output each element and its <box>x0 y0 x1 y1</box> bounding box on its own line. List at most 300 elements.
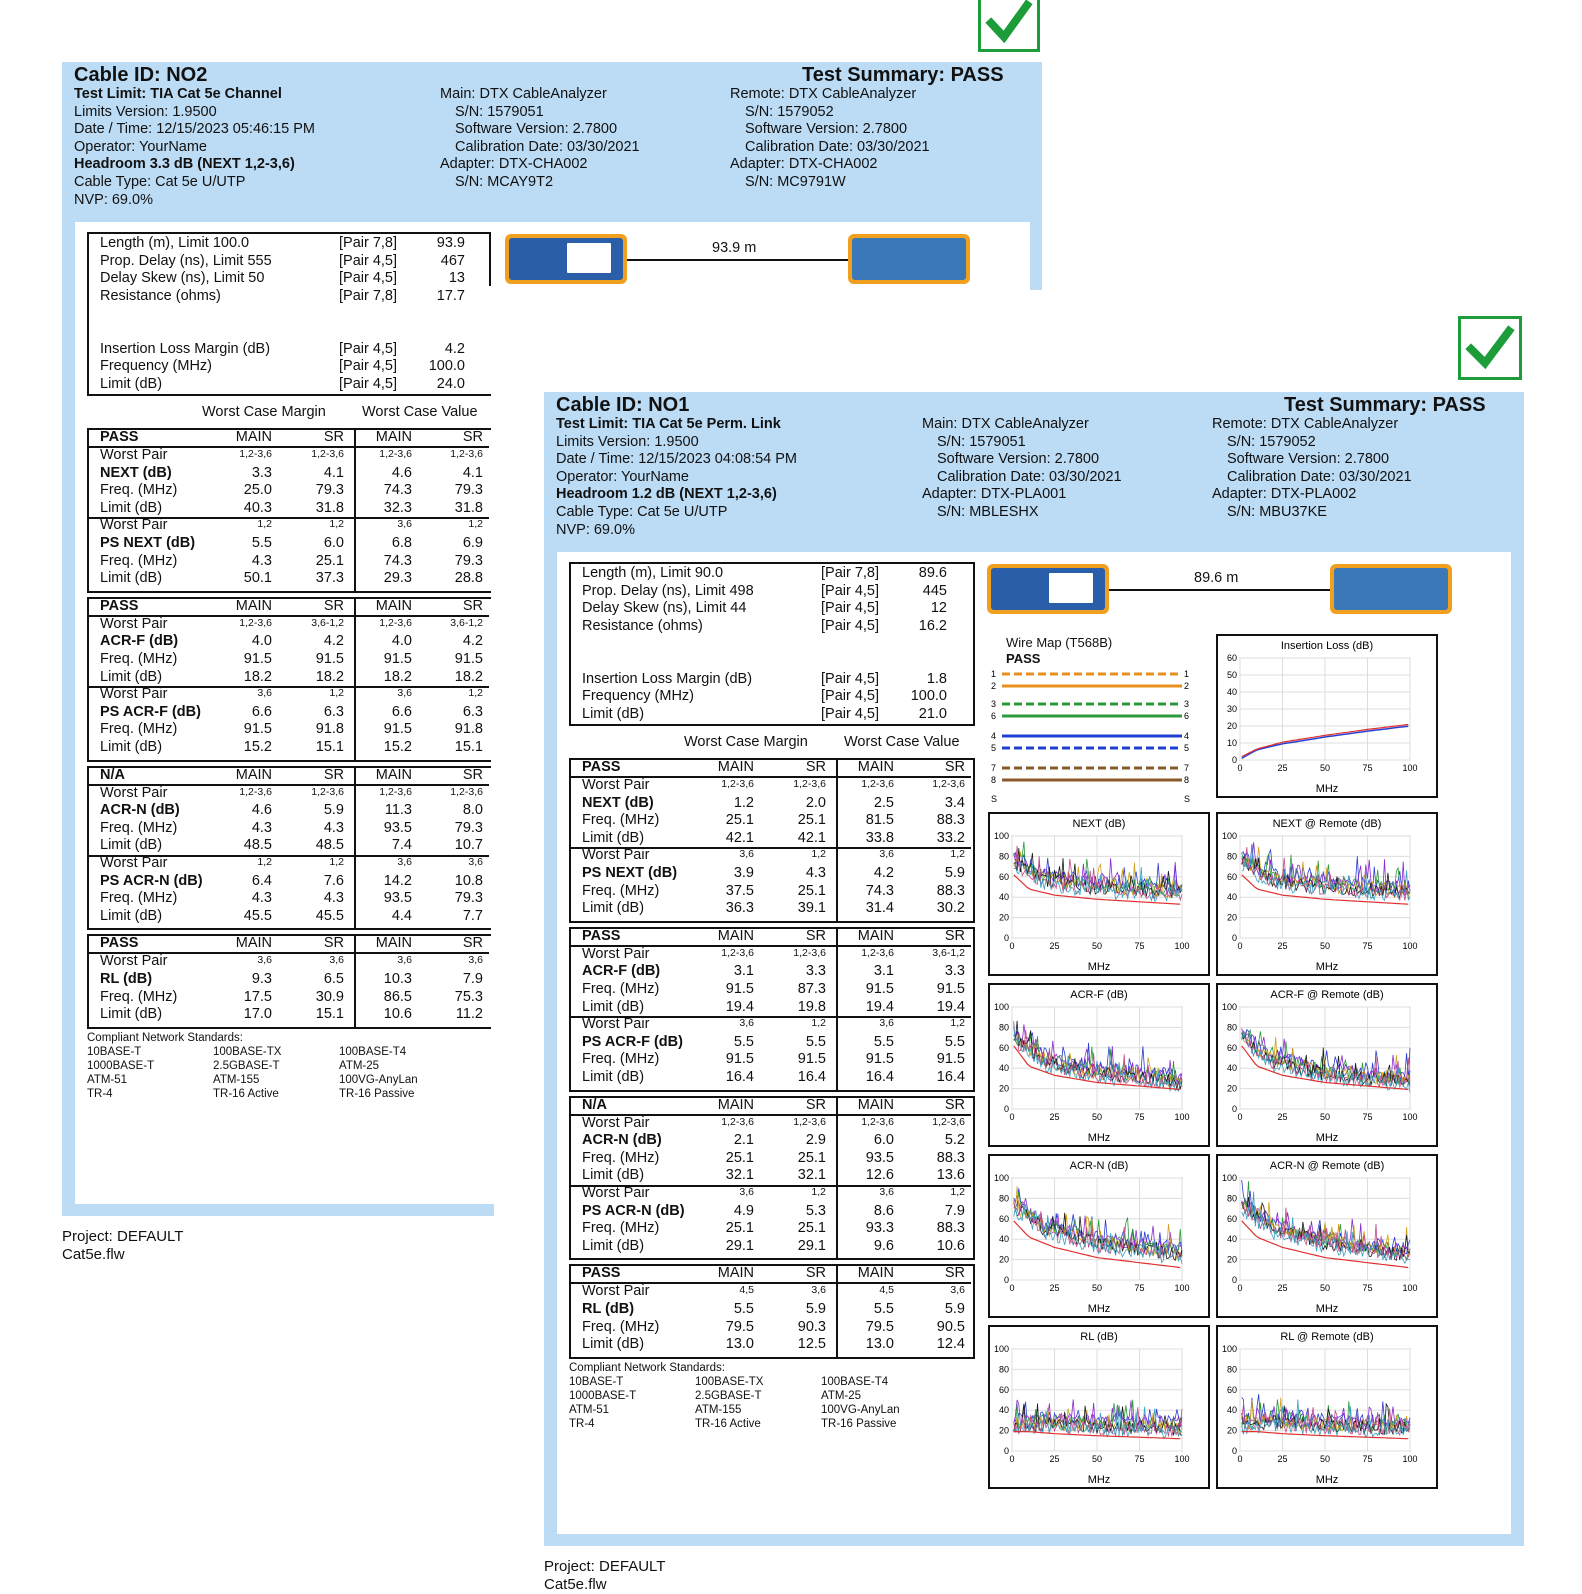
test-value: 4.0 <box>251 633 272 650</box>
limit-value: 40.3 <box>243 499 272 516</box>
worst-pair-value: 1,2 <box>950 1017 965 1030</box>
summary-label: Insertion Loss Margin (dB) <box>582 670 753 687</box>
summary-value: 17.7 <box>436 287 465 304</box>
freq-value: 25.1 <box>725 1220 754 1237</box>
wiremap-pin-label: 8 <box>991 775 997 785</box>
y-tick-label: 60 <box>998 871 1009 882</box>
test-value: 4.2 <box>462 633 483 650</box>
x-axis-label: MHz <box>1087 961 1111 973</box>
cable-id: Cable ID: NO2 <box>74 64 208 86</box>
freq-value: 88.3 <box>936 1220 965 1237</box>
summary-box-right-edge <box>489 232 491 286</box>
worst-pair-value: 3,6 <box>397 518 412 531</box>
test-value: 6.3 <box>462 703 483 720</box>
y-tick-label: 10 <box>1226 738 1237 748</box>
y-tick-label: 60 <box>998 1384 1009 1395</box>
test-value: 8.0 <box>462 802 483 819</box>
worst-pair-value: 1,2 <box>468 518 483 531</box>
x-axis-label: MHz <box>1315 783 1339 795</box>
chart-title: NEXT @ Remote (dB) <box>1272 818 1382 830</box>
test-value: 6.0 <box>323 535 344 551</box>
y-tick-label: 60 <box>998 1213 1009 1224</box>
summary-pair: [Pair 4,5] <box>821 617 880 634</box>
worst-pair-value: 3,6 <box>879 1186 894 1198</box>
column-heading: MAIN <box>375 597 412 614</box>
row-label-freq: Freq. (MHz) <box>100 482 178 499</box>
limit-value: 31.4 <box>865 900 894 917</box>
freq-value: 86.5 <box>383 988 412 1005</box>
x-axis-label: MHz <box>1315 1474 1339 1486</box>
test-value: 11.3 <box>384 802 412 819</box>
header-main-line: Main: DTX CableAnalyzer <box>922 416 1089 432</box>
freq-value: 91.5 <box>936 1051 965 1068</box>
x-tick-label: 50 <box>1319 941 1331 951</box>
worst-pair-value: 1,2-3,6 <box>239 785 272 798</box>
freq-value: 75.3 <box>454 988 483 1005</box>
limit-value: 16.4 <box>797 1069 826 1085</box>
freq-value: 25.1 <box>797 1220 826 1237</box>
wiremap-shield-label: S <box>991 794 998 804</box>
test-value: 6.6 <box>251 703 272 720</box>
limit-value: 29.1 <box>725 1237 754 1254</box>
test-value: 6.3 <box>323 703 344 720</box>
limit-value: 18.2 <box>454 668 483 685</box>
remote-unit-body <box>852 238 966 280</box>
freq-value: 93.5 <box>383 819 412 836</box>
x-tick-label: 100 <box>1174 1112 1190 1122</box>
x-tick-label: 0 <box>1009 1454 1015 1464</box>
chart-title: RL @ Remote (dB) <box>1280 1331 1374 1343</box>
summary-value: 100.0 <box>428 358 465 375</box>
summary-value: 13 <box>448 270 465 287</box>
summary-pair: [Pair 4,5] <box>339 270 398 287</box>
test-value: 3.4 <box>944 794 965 811</box>
test-name: PS ACR-F (dB) <box>582 1033 683 1050</box>
limit-value: 45.5 <box>243 907 272 924</box>
summary-label: Frequency (MHz) <box>100 358 212 375</box>
footer-file: Cat5e.flw <box>544 1576 607 1593</box>
summary-label: Resistance (ohms) <box>582 617 703 634</box>
column-heading: MAIN <box>375 935 412 952</box>
test-value: 2.0 <box>805 794 826 811</box>
worst-pair-value: 4,5 <box>879 1284 894 1297</box>
y-tick-label: 40 <box>998 1405 1009 1416</box>
test-value: 4.6 <box>251 802 272 819</box>
standard-item: 100BASE-TX <box>695 1375 764 1388</box>
test-value: 3.9 <box>733 865 754 881</box>
y-tick-label: 40 <box>1226 892 1237 903</box>
row-label-freq: Freq. (MHz) <box>582 1149 660 1166</box>
column-heading: SR <box>323 935 344 952</box>
x-tick-label: 25 <box>1277 941 1288 951</box>
x-axis-label: MHz <box>1315 1132 1339 1144</box>
row-label-freq: Freq. (MHz) <box>100 552 178 569</box>
cable-line <box>1109 589 1330 591</box>
header-main-line: Adapter: DTX-PLA001 <box>922 486 1067 503</box>
row-label-limit: Limit (dB) <box>582 1069 645 1085</box>
y-tick-label: 0 <box>1003 1275 1009 1285</box>
limit-value: 42.1 <box>725 829 754 846</box>
header-main-line: S/N: MBLESHX <box>937 504 1039 520</box>
summary-label: Length (m), Limit 90.0 <box>582 565 724 581</box>
x-tick-label: 0 <box>1237 1283 1243 1293</box>
worst-pair-value: 1,2-3,6 <box>311 448 344 460</box>
column-heading: SR <box>805 1265 826 1282</box>
y-tick-label: 20 <box>1226 1083 1237 1094</box>
header-remote-line: S/N: 1579052 <box>1227 433 1316 450</box>
block-status: PASS <box>100 429 139 445</box>
chart-next-remote-db- <box>1216 812 1438 976</box>
freq-value: 91.5 <box>865 1051 894 1068</box>
test-name: PS ACR-N (dB) <box>100 872 203 889</box>
limit-value: 18.2 <box>383 668 412 685</box>
test-value: 2.1 <box>733 1132 754 1149</box>
worst-pair-value: 3,6-1,2 <box>311 616 344 629</box>
summary-pair: [Pair 4,5] <box>339 340 398 357</box>
header-left-line: Headroom 1.2 dB (NEXT 1,2-3,6) <box>556 486 777 503</box>
limit-value: 13.0 <box>865 1336 894 1353</box>
test-value: 10.3 <box>383 971 412 987</box>
x-axis-label: MHz <box>1087 1132 1111 1144</box>
standard-item: 1000BASE-T <box>569 1389 637 1402</box>
freq-value: 93.5 <box>865 1149 894 1166</box>
standard-item: 10BASE-T <box>569 1375 624 1388</box>
x-tick-label: 100 <box>1402 1283 1418 1293</box>
y-tick-label: 0 <box>1003 1446 1009 1456</box>
limit-value: 15.1 <box>315 739 344 755</box>
limit-value: 48.5 <box>243 837 272 854</box>
wiremap-status: PASS <box>1006 651 1041 666</box>
standard-item: 2.5GBASE-T <box>695 1389 762 1402</box>
wiremap-title: Wire Map (T568B) <box>1006 635 1113 650</box>
worst-pair-value: 1,2-3,6 <box>861 946 894 959</box>
x-tick-label: 25 <box>1049 941 1060 951</box>
freq-value: 25.1 <box>725 812 754 829</box>
freq-value: 91.5 <box>865 981 894 997</box>
freq-value: 79.5 <box>865 1318 894 1335</box>
summary-pair: [Pair 7,8] <box>339 287 398 304</box>
main-unit-screen <box>567 243 611 273</box>
x-tick-label: 0 <box>1237 1112 1243 1122</box>
limit-value: 37.3 <box>315 570 344 587</box>
limit-value: 31.8 <box>315 499 344 516</box>
row-label-limit: Limit (dB) <box>582 1167 645 1184</box>
test-value: 6.5 <box>323 971 344 987</box>
row-label-limit: Limit (dB) <box>582 900 645 917</box>
limit-value: 36.3 <box>725 900 754 917</box>
test-value: 9.3 <box>251 971 272 987</box>
worst-case-margin-label: Worst Case Margin <box>684 734 808 750</box>
y-tick-label: 20 <box>1226 721 1237 731</box>
worst-pair-value: 3,6 <box>329 954 344 967</box>
wiremap-pin-label: 7 <box>1184 763 1190 773</box>
limit-value: 15.1 <box>454 739 483 755</box>
column-heading: SR <box>944 759 965 775</box>
limit-value: 29.1 <box>797 1237 826 1254</box>
y-tick-label: 0 <box>1003 933 1009 943</box>
limit-value: 10.6 <box>936 1237 965 1254</box>
row-label-limit: Limit (dB) <box>100 837 163 854</box>
column-heading: MAIN <box>857 1265 894 1282</box>
x-tick-label: 75 <box>1362 941 1373 951</box>
footer-file: Cat5e.flw <box>62 1246 125 1263</box>
test-name: ACR-N (dB) <box>100 802 180 819</box>
worst-pair-value: 1,2 <box>329 687 344 700</box>
test-summary: Test Summary: PASS <box>1284 394 1486 416</box>
x-tick-label: 0 <box>1237 1454 1243 1464</box>
header-left-line: Cable Type: Cat 5e U/UTP <box>74 174 246 190</box>
summary-value: 16.2 <box>918 617 947 634</box>
test-value: 10.8 <box>454 872 483 889</box>
x-tick-label: 0 <box>1009 1283 1015 1293</box>
header-main-line: Software Version: 2.7800 <box>455 121 618 138</box>
wiremap-pin-label: 7 <box>991 763 997 773</box>
header-left-line: Test Limit: TIA Cat 5e Perm. Link <box>556 416 781 432</box>
test-value: 5.5 <box>733 1033 754 1050</box>
freq-value: 25.0 <box>243 482 272 499</box>
row-label-worst: Worst Pair <box>582 1016 650 1033</box>
column-heading: SR <box>944 1265 965 1282</box>
worst-pair-value: 1,2 <box>257 518 272 531</box>
y-tick-label: 100 <box>1221 1002 1237 1012</box>
x-tick-label: 25 <box>1277 1283 1288 1293</box>
limit-value: 10.6 <box>383 1006 412 1023</box>
summary-pair: [Pair 4,5] <box>821 582 880 599</box>
freq-value: 37.5 <box>725 882 754 899</box>
standard-item: 2.5GBASE-T <box>213 1059 280 1072</box>
standard-item: TR-16 Passive <box>821 1417 897 1430</box>
worst-pair-value: 3,6 <box>397 856 412 868</box>
freq-value: 79.3 <box>315 482 344 499</box>
worst-pair-value: 3,6 <box>739 1186 754 1198</box>
worst-pair-value: 3,6 <box>468 856 483 868</box>
standard-item: 1000BASE-T <box>87 1059 155 1072</box>
x-tick-label: 75 <box>1134 1112 1145 1122</box>
x-tick-label: 75 <box>1362 1454 1373 1464</box>
row-label-freq: Freq. (MHz) <box>582 1220 660 1237</box>
limit-value: 11.2 <box>455 1006 483 1023</box>
standard-item: 100BASE-TX <box>213 1045 282 1058</box>
worst-pair-value: 1,2-3,6 <box>450 448 483 460</box>
worst-pair-value: 3,6-1,2 <box>450 616 483 629</box>
x-tick-label: 100 <box>1402 941 1418 951</box>
test-name: ACR-F (dB) <box>582 963 661 980</box>
column-heading: SR <box>323 429 344 445</box>
summary-label: Limit (dB) <box>100 375 163 392</box>
header-main-line: Software Version: 2.7800 <box>937 451 1100 468</box>
limit-value: 15.1 <box>315 1006 344 1023</box>
chart-acr-n-db- <box>988 1154 1210 1318</box>
test-name: PS NEXT (dB) <box>582 865 678 881</box>
freq-value: 4.3 <box>251 890 272 907</box>
summary-value: 93.9 <box>436 235 465 251</box>
row-label-freq: Freq. (MHz) <box>100 988 178 1005</box>
x-tick-label: 0 <box>1237 763 1243 773</box>
row-label-freq: Freq. (MHz) <box>100 819 178 836</box>
freq-value: 91.5 <box>243 721 272 738</box>
limit-value: 7.4 <box>391 837 412 854</box>
standard-item: TR-16 Active <box>213 1087 279 1100</box>
test-value: 6.6 <box>391 703 412 720</box>
worst-pair-value: 3,6 <box>397 687 412 700</box>
test-value: 8.6 <box>873 1202 894 1219</box>
worst-pair-value: 3,6 <box>879 1017 894 1030</box>
x-tick-label: 25 <box>1277 1112 1288 1122</box>
block-status: PASS <box>582 759 621 775</box>
standard-item: ATM-155 <box>695 1403 742 1416</box>
y-tick-label: 60 <box>1226 871 1237 882</box>
test-value: 4.1 <box>323 464 344 481</box>
pass-check-icon-no1 <box>1458 316 1522 380</box>
x-tick-label: 100 <box>1174 1283 1190 1293</box>
y-tick-label: 80 <box>1226 1364 1237 1375</box>
test-name: RL (dB) <box>100 971 153 987</box>
header-main-line: Calibration Date: 03/30/2021 <box>455 138 640 155</box>
test-value: 7.9 <box>944 1202 965 1219</box>
test-summary: Test Summary: PASS <box>802 64 1004 86</box>
wiremap-pin-label: 6 <box>1184 711 1190 721</box>
test-value: 3.1 <box>873 963 894 980</box>
worst-pair-value: 3,6 <box>739 848 754 861</box>
limit-value: 45.5 <box>315 907 344 924</box>
freq-value: 91.5 <box>797 1051 826 1068</box>
worst-pair-value: 3,6 <box>739 1017 754 1030</box>
limit-value: 39.1 <box>797 900 826 917</box>
row-label-worst: Worst Pair <box>100 686 168 703</box>
limit-value: 28.8 <box>454 570 483 587</box>
freq-value: 79.3 <box>454 552 483 569</box>
y-tick-label: 80 <box>1226 1193 1237 1204</box>
test-value: 5.5 <box>944 1033 965 1050</box>
header-left-line: Operator: YourName <box>556 468 689 485</box>
worst-pair-value: 1,2-3,6 <box>450 785 483 798</box>
column-heading: SR <box>805 759 826 775</box>
row-label-freq: Freq. (MHz) <box>100 721 178 738</box>
freq-value: 79.3 <box>454 890 483 907</box>
worst-pair-value: 1,2-3,6 <box>311 785 344 798</box>
cable-length-label: 93.9 m <box>712 240 757 256</box>
worst-pair-value: 1,2 <box>811 848 826 861</box>
column-heading: SR <box>805 1096 826 1113</box>
header-remote-line: Remote: DTX CableAnalyzer <box>1212 416 1399 432</box>
header-main-line: Main: DTX CableAnalyzer <box>440 86 607 102</box>
row-label-freq: Freq. (MHz) <box>582 812 660 829</box>
footer-project: Project: DEFAULT <box>62 1228 184 1245</box>
pass-check-icon-no2 <box>978 0 1040 52</box>
row-label-worst: Worst Pair <box>100 953 168 970</box>
chart-title: RL (dB) <box>1080 1331 1118 1343</box>
x-tick-label: 0 <box>1009 1112 1015 1122</box>
column-heading: MAIN <box>717 1265 754 1282</box>
worst-pair-value: 3,6 <box>811 1284 826 1297</box>
test-name: NEXT (dB) <box>582 794 654 811</box>
row-label-limit: Limit (dB) <box>100 570 163 587</box>
header-left-line: Date / Time: 12/15/2023 04:08:54 PM <box>556 451 798 468</box>
limit-value: 4.4 <box>391 907 412 924</box>
y-tick-label: 40 <box>1226 687 1237 697</box>
header-main-line: S/N: MCAY9T2 <box>455 174 554 190</box>
x-tick-label: 0 <box>1237 941 1243 951</box>
chart-rl-db- <box>988 1325 1210 1489</box>
worst-pair-value: 1,2-3,6 <box>239 616 272 629</box>
y-tick-label: 40 <box>1226 1063 1237 1074</box>
summary-label: Delay Skew (ns), Limit 44 <box>582 600 747 617</box>
y-tick-label: 60 <box>998 1042 1009 1053</box>
standard-item: TR-4 <box>569 1417 595 1430</box>
row-label-limit: Limit (dB) <box>100 668 163 685</box>
block-status: N/A <box>100 766 125 783</box>
worst-pair-value: 1,2-3,6 <box>861 1115 894 1128</box>
y-tick-label: 100 <box>993 1344 1009 1354</box>
x-tick-label: 75 <box>1362 1283 1373 1293</box>
limit-value: 30.2 <box>936 900 965 917</box>
header-remote-line: Remote: DTX CableAnalyzer <box>730 86 917 102</box>
test-value: 14.2 <box>383 872 412 889</box>
y-tick-label: 60 <box>1226 1042 1237 1053</box>
standard-item: 100BASE-T4 <box>821 1375 889 1388</box>
x-tick-label: 100 <box>1402 1454 1418 1464</box>
limit-value: 12.6 <box>865 1167 894 1184</box>
limit-value: 32.1 <box>797 1167 826 1184</box>
x-tick-label: 25 <box>1277 763 1288 773</box>
x-tick-label: 75 <box>1134 1454 1145 1464</box>
row-label-freq: Freq. (MHz) <box>582 882 660 899</box>
chart-acr-f-db- <box>988 983 1210 1147</box>
chart-acr-n-remote-db- <box>1216 1154 1438 1318</box>
row-label-worst: Worst Pair <box>582 945 650 962</box>
chart-acr-f-remote-db- <box>1216 983 1438 1147</box>
header-main-line: Adapter: DTX-CHA002 <box>440 156 588 173</box>
freq-value: 74.3 <box>383 552 412 569</box>
test-value: 5.9 <box>944 865 965 881</box>
test-value: 6.8 <box>391 535 412 551</box>
x-tick-label: 50 <box>1319 1112 1331 1122</box>
x-tick-label: 100 <box>1174 1454 1190 1464</box>
freq-value: 74.3 <box>865 882 894 899</box>
test-name: RL (dB) <box>582 1301 635 1317</box>
chart-title: ACR-N (dB) <box>1069 1160 1129 1172</box>
block-status: N/A <box>582 1096 607 1113</box>
freq-value: 4.3 <box>251 552 272 569</box>
chart-title: ACR-N @ Remote (dB) <box>1269 1160 1385 1172</box>
footer-project: Project: DEFAULT <box>544 1558 666 1575</box>
header-left-line: Cable Type: Cat 5e U/UTP <box>556 504 728 520</box>
standard-item: 100BASE-T4 <box>339 1045 407 1058</box>
header-left-line: NVP: 69.0% <box>74 191 153 208</box>
column-heading: MAIN <box>235 429 272 445</box>
column-heading: MAIN <box>375 766 412 783</box>
worst-case-value-label: Worst Case Value <box>844 734 960 750</box>
worst-pair-value: 1,2 <box>811 1017 826 1030</box>
header-main-line: S/N: 1579051 <box>937 433 1026 450</box>
wiremap-pin-label: 5 <box>991 743 997 753</box>
wiremap-pin-label: 4 <box>1184 731 1190 741</box>
chart-rl-remote-db- <box>1216 1325 1438 1489</box>
x-tick-label: 100 <box>1402 763 1418 773</box>
chart-insertion-loss-db- <box>1216 634 1438 798</box>
column-heading: SR <box>323 766 344 783</box>
test-value: 5.9 <box>805 1301 826 1317</box>
test-value: 4.6 <box>391 464 412 481</box>
test-value: 7.9 <box>462 971 483 987</box>
limit-value: 18.2 <box>243 668 272 685</box>
row-label-worst: Worst Pair <box>582 847 650 864</box>
standard-item: 10BASE-T <box>87 1045 142 1058</box>
test-value: 2.9 <box>805 1132 826 1149</box>
worst-pair-value: 1,2-3,6 <box>793 1115 826 1128</box>
freq-value: 81.5 <box>865 812 894 829</box>
header-remote-line: S/N: MBU37KE <box>1227 504 1327 520</box>
